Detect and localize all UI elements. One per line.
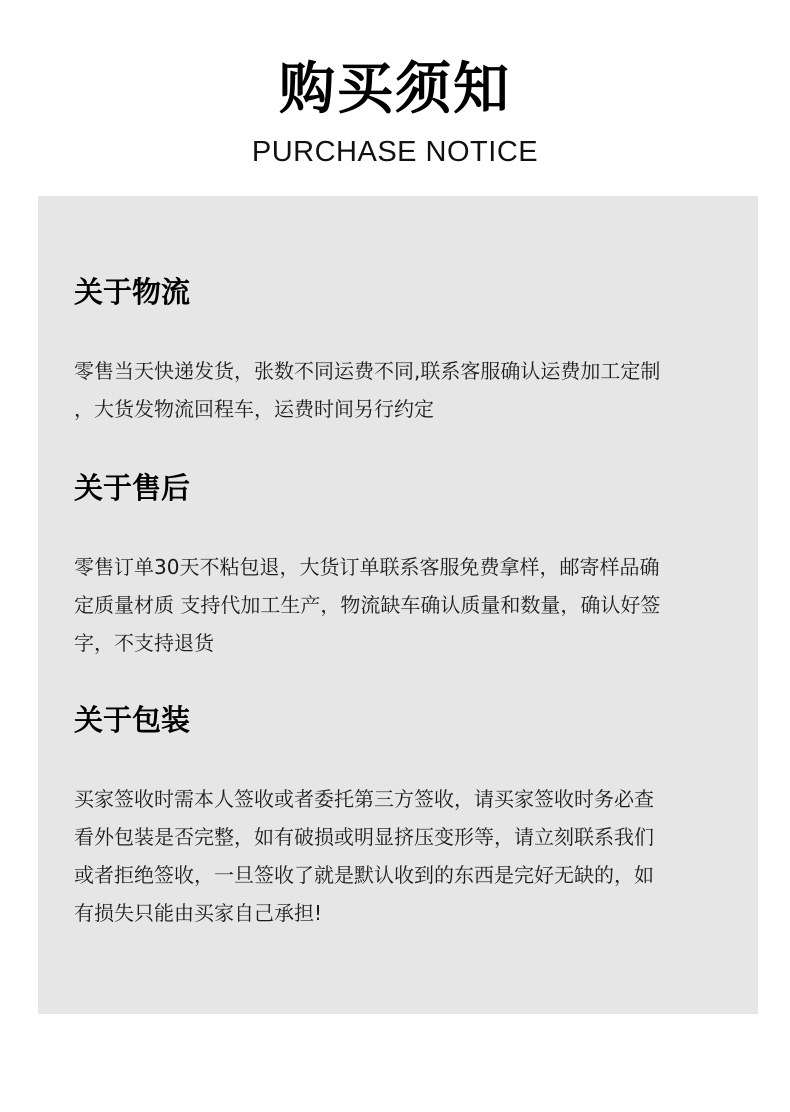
- page-subtitle: PURCHASE NOTICE: [251, 136, 539, 168]
- section-after-sale: [74, 468, 724, 662]
- section-heading-packaging: 关于包装: [74, 703, 191, 737]
- section-heading-logistics: 关于物流: [74, 275, 191, 309]
- section-packaging: [74, 700, 724, 932]
- notice-panel: [38, 196, 758, 1014]
- section-body-packaging: 买家签收时需本人签收或者委托第三方签收，请买家签收时务必查 看外包装是否完整，如有破损或明显挤压变形等，请立刻联系我们 或者拒绝签收，一旦签收了就是默认收到的东西是完好无缺的，如 有损失只能由买家自己承担!: [74, 787, 654, 925]
- section-heading-after-sale: 关于售后: [74, 471, 191, 505]
- page-title: 购买须知: [279, 57, 511, 122]
- section-body-after-sale: 零售订单30天不粘包退，大货订单联系客服免费拿样，邮寄样品确 定质量材质 支持代加工生产，物流缺车确认质量和数量，确认好签 字，不支持退货: [74, 555, 661, 655]
- section-body-logistics: 零售当天快递发货，张数不同运费不同,联系客服确认运费加工定制 ，大货发物流回程车，运费时间另行约定: [74, 359, 661, 421]
- section-logistics: [74, 272, 724, 428]
